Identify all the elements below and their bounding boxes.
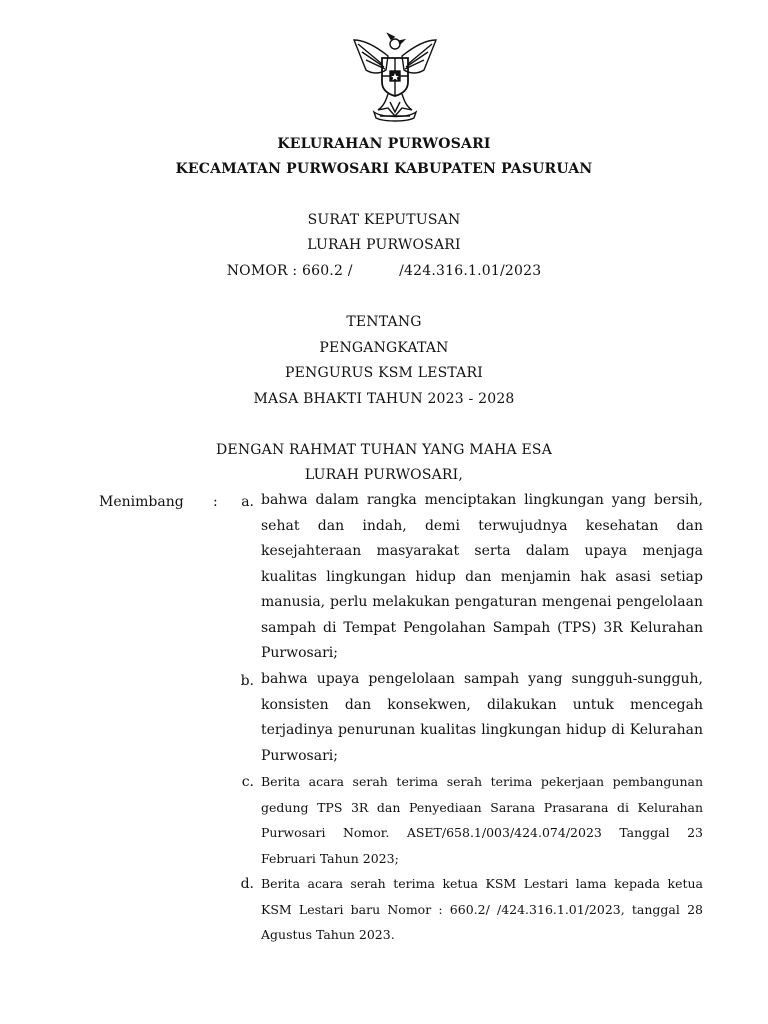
item-d-letter: d.	[240, 876, 254, 892]
decree-number: NOMOR : 660.2 / /424.316.1.01/2023	[226, 263, 542, 279]
preamble-line-1: DENGAN RAHMAT TUHAN YANG MAHA ESA	[215, 442, 553, 458]
subject-line-3: PENGURUS KSM LESTARI	[285, 365, 483, 381]
item-b-text: bahwa upaya pengelolaan sampah yang sungguh-sungguh, konsisten dan konsekwen, dilakukan untuk mencegah terjadinya penurunan kualitas lingkungan hidup di Kelurahan Purwosari;	[261, 671, 703, 764]
subject-line-1: TENTANG	[346, 314, 422, 330]
item-a-letter: a.	[241, 494, 254, 510]
item-c-letter: c.	[241, 774, 254, 790]
decree-type: SURAT KEPUTUSAN	[307, 212, 461, 228]
menimbang-colon: :	[213, 494, 218, 510]
subject-line-4: MASA BHAKTI TAHUN 2023 - 2028	[253, 391, 515, 407]
menimbang-label: Menimbang	[99, 494, 184, 510]
org-line-1: KELURAHAN PURWOSARI	[277, 136, 491, 152]
org-line-2: KECAMATAN PURWOSARI KABUPATEN PASURUAN	[175, 161, 593, 177]
decree-issuer: LURAH PURWOSARI	[307, 237, 461, 253]
item-d-text: Berita acara serah terima ketua KSM Lestari lama kepada ketua KSM Lestari baru Nomor : 660.2/ /424.316.1.01/2023, tanggal 28 Agustus Tahun 2023.	[261, 876, 703, 942]
subject-line-2: PENGANGKATAN	[319, 340, 449, 356]
item-b-letter: b.	[240, 673, 254, 689]
garuda-emblem-icon	[348, 30, 442, 124]
item-c-text: Berita acara serah terima serah terima pekerjaan pembangunan gedung TPS 3R dan Penyediaan Sarana Prasarana di Kelurahan Purwosari Nomor. ASET/658.1/003/424.074/2023 Tanggal 23 Februari Tahun 2023;	[261, 774, 703, 866]
preamble-line-2: LURAH PURWOSARI,	[304, 467, 464, 483]
item-a-text: bahwa dalam rangka menciptakan lingkungan yang bersih, sehat dan indah, demi terwujudnya kesehatan dan kesejahteraan masyarakat serta dalam upaya menjaga kualitas lingkungan hidup dan menjamin hak asasi setiap manusia, perlu melakukan pengaturan mengenai pengelolaan sampah di Tempat Pengolahan Sampah (TPS) 3R Kelurahan Purwosari;	[261, 492, 703, 661]
